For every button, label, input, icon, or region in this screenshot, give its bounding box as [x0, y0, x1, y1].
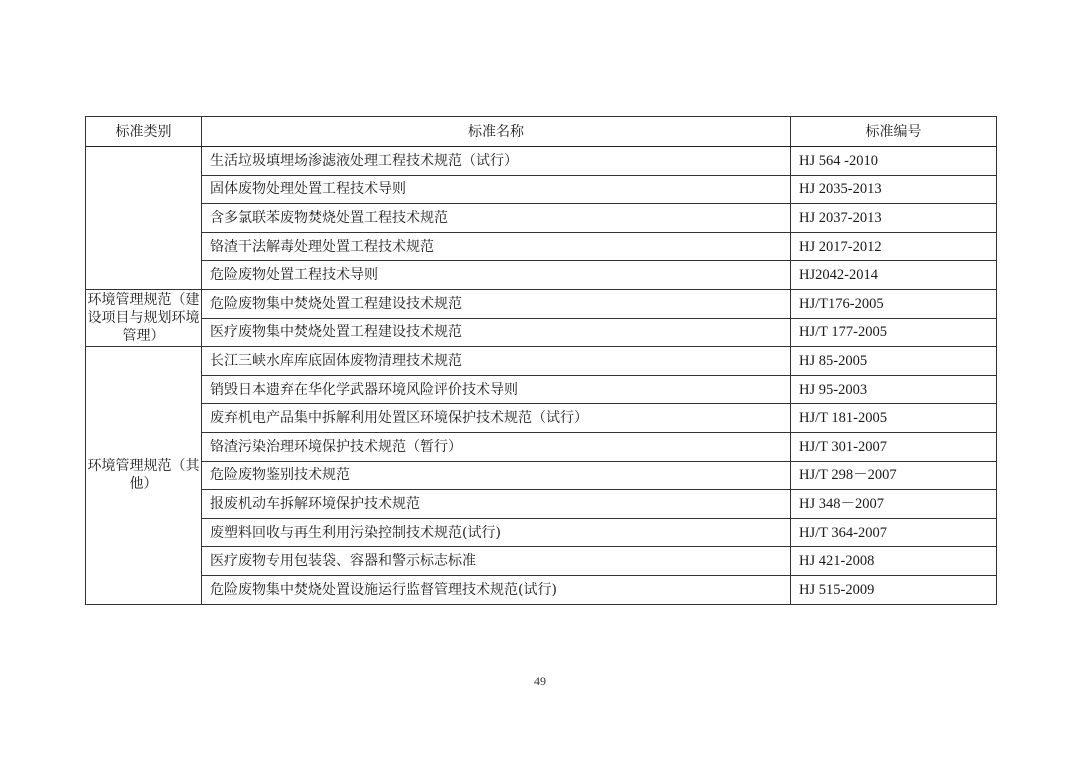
table-row: [86, 575, 997, 604]
table-row: [86, 289, 997, 318]
standard-code: HJ 515-2009: [791, 575, 997, 604]
table-row: [86, 490, 997, 519]
standard-name: 危险废物鉴别技术规范: [202, 461, 791, 490]
standard-name: 销毁日本遗弃在华化学武器环境风险评价技术导则: [202, 375, 791, 404]
standard-code: HJ/T 177-2005: [791, 318, 997, 347]
standard-name: 危险废物集中焚烧处置设施运行监督管理技术规范(试行): [202, 575, 791, 604]
table-row: [86, 261, 997, 290]
standard-code: HJ 2035-2013: [791, 175, 997, 204]
table-row: [86, 318, 997, 347]
table-row: [86, 347, 997, 376]
table-row: [86, 175, 997, 204]
table-row: [86, 232, 997, 261]
standard-name: 长江三峡水库库底固体废物清理技术规范: [202, 347, 791, 376]
standard-name: 废塑料回收与再生利用污染控制技术规范(试行): [202, 518, 791, 547]
table-row: [86, 404, 997, 433]
table-row: [86, 547, 997, 576]
standard-name: 废弃机电产品集中拆解利用处置区环境保护技术规范（试行）: [202, 404, 791, 433]
category-cell: 环境管理规范（建设项目与规划环境管理）: [86, 289, 202, 346]
standard-name: 铬渣污染治理环境保护技术规范（暂行）: [202, 432, 791, 461]
standard-code: HJ 2017-2012: [791, 232, 997, 261]
table-row: [86, 461, 997, 490]
standard-name: 危险废物处置工程技术导则: [202, 261, 791, 290]
table-row: [86, 518, 997, 547]
table-row: [86, 375, 997, 404]
standard-code: HJ/T 364-2007: [791, 518, 997, 547]
header-category: 标准类别: [86, 117, 202, 147]
standard-name: 含多氯联苯废物焚烧处置工程技术规范: [202, 204, 791, 233]
table-row: [86, 147, 997, 176]
standard-name: 固体废物处理处置工程技术导则: [202, 175, 791, 204]
standard-code: HJ 95-2003: [791, 375, 997, 404]
standard-code: HJ2042-2014: [791, 261, 997, 290]
standard-code: HJ 564 -2010: [791, 147, 997, 176]
page-number: 49: [534, 674, 546, 688]
standards-table: [85, 116, 997, 605]
table-row: [86, 204, 997, 233]
standard-code: HJ/T176-2005: [791, 289, 997, 318]
standard-code: HJ/T 301-2007: [791, 432, 997, 461]
standard-code: HJ 2037-2013: [791, 204, 997, 233]
standard-code: HJ/T 181-2005: [791, 404, 997, 433]
standard-code: HJ 85-2005: [791, 347, 997, 376]
standard-code: HJ 421-2008: [791, 547, 997, 576]
standard-code: HJ 348－2007: [791, 490, 997, 519]
standard-name: 生活垃圾填埋场渗滤液处理工程技术规范（试行）: [202, 147, 791, 176]
standard-code: HJ/T 298－2007: [791, 461, 997, 490]
standard-name: 医疗废物集中焚烧处置工程建设技术规范: [202, 318, 791, 347]
header-name: 标准名称: [202, 117, 791, 147]
table-row: [86, 432, 997, 461]
category-cell: [86, 147, 202, 290]
header-code: 标准编号: [791, 117, 997, 147]
standard-name: 报废机动车拆解环境保护技术规范: [202, 490, 791, 519]
standard-name: 医疗废物专用包装袋、容器和警示标志标准: [202, 547, 791, 576]
standard-name: 铬渣干法解毒处理处置工程技术规范: [202, 232, 791, 261]
standard-name: 危险废物集中焚烧处置工程建设技术规范: [202, 289, 791, 318]
category-cell: 环境管理规范（其他）: [86, 347, 202, 604]
table-header-row: [86, 117, 997, 147]
